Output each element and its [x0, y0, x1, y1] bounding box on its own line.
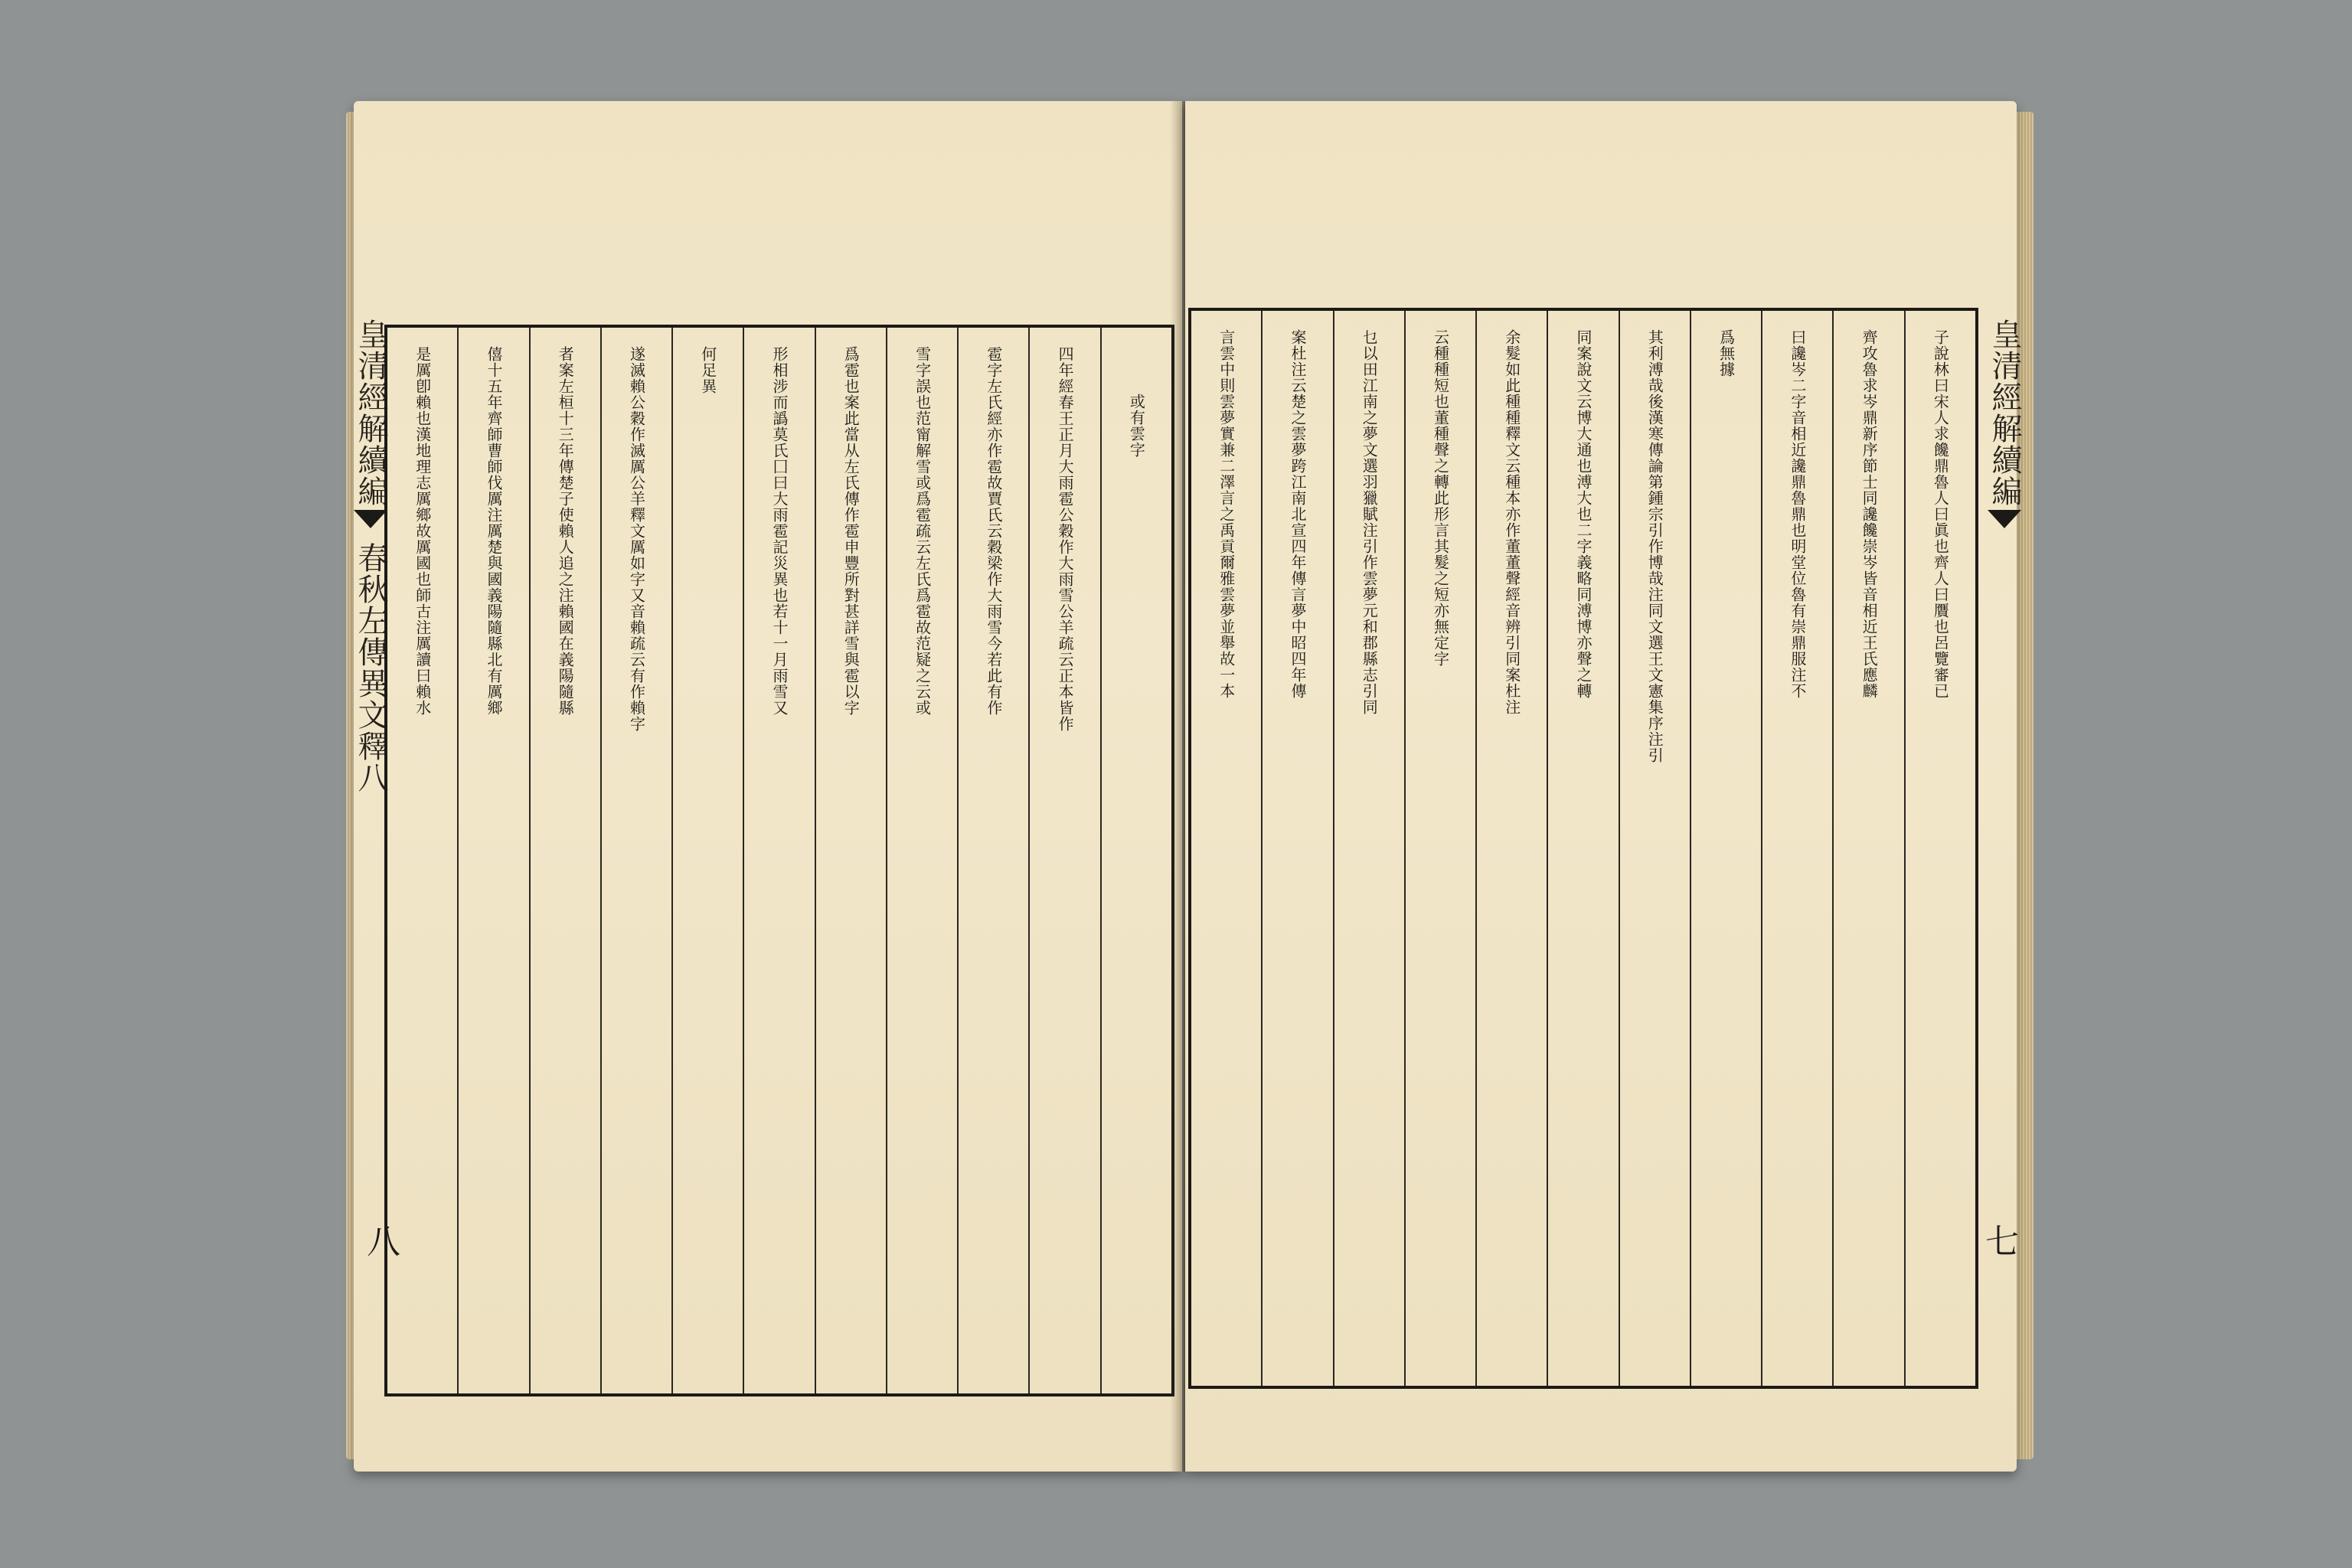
text-column: 形相涉而譌莫氏囗曰大雨雹記災異也若十一月雨雪又	[743, 328, 814, 1393]
open-book	[353, 101, 2022, 1485]
text-column: 雪字誤也范甯解雪或爲雹疏云左氏爲雹故范疑之云或	[886, 328, 957, 1393]
text-column: 遂滅賴公穀作滅厲公羊釋文厲如字又音賴疏云有作賴字	[600, 328, 671, 1393]
text-column: 雹字左氏經亦作雹故賈氏云穀梁作大雨雪今若此有作	[957, 328, 1028, 1393]
right-folio: 七	[1979, 1223, 2018, 1257]
right-page	[1185, 101, 2022, 1472]
left-folio: 八	[361, 1223, 400, 1257]
right-banxin-title: 皇清經解續編	[1987, 318, 2022, 507]
text-column: 云種種短也董種聲之轉此形言其髮之短亦無定字	[1404, 311, 1475, 1386]
fish-tail-mark	[1988, 510, 2021, 528]
text-column: 齊攻魯求岑鼎新序節士同讒饞崇岑皆音相近王氏應麟	[1832, 311, 1903, 1386]
left-banxin-section: 春秋左傳異文釋八	[353, 542, 388, 793]
text-column: 同案說文云博大通也溥大也二字義略同溥博亦聲之轉	[1547, 311, 1618, 1386]
text-column: 是厲卽賴也漢地理志厲鄉故厲國也師古注厲讀曰賴水	[413, 346, 432, 716]
text-column: 言雲中則雲夢實兼二澤言之禹貢爾雅雲夢並舉故一本	[1217, 329, 1236, 699]
left-page	[354, 101, 1182, 1472]
text-column: 爲無據	[1690, 311, 1761, 1386]
text-column: 余髮如此種種釋文云種本亦作董董聲經音辨引同案杜注	[1475, 311, 1547, 1386]
text-column: 案杜注云楚之雲夢跨江南北宣四年傳言夢中昭四年傳	[1261, 311, 1332, 1386]
text-column: 四年經春王正月大雨雹公穀作大雨雪公羊疏云正本皆作	[1028, 328, 1099, 1393]
text-column: 乜以田江南之夢文選羽獵賦注引作雲夢元和郡縣志引同	[1333, 311, 1404, 1386]
text-column: 爲雹也案此當从左氏傳作雹申豐所對甚詳雪與雹以字	[815, 328, 886, 1393]
text-column: 曰讒岑二字音相近讒鼎魯鼎也明堂位魯有崇鼎服注不	[1761, 311, 1832, 1386]
left-text-frame	[384, 325, 1174, 1396]
left-banxin-title: 皇清經解續編	[353, 318, 388, 507]
text-column: 其利溥哉後漢寒傳論第鍾宗引作博哉注同文選王文憲集序注引	[1619, 311, 1690, 1386]
text-column: 僖十五年齊師曹師伐厲注厲楚與國義陽隨縣北有厲鄉	[457, 328, 528, 1393]
text-column: 或有雲字	[1100, 328, 1171, 1393]
right-text-frame	[1188, 308, 1978, 1389]
fish-tail-mark	[354, 510, 387, 528]
text-column: 子說林曰宋人求饞鼎魯人曰眞也齊人曰贋也呂覽審已	[1904, 311, 1975, 1386]
text-column: 何足異	[671, 328, 743, 1393]
text-column: 者案左桓十三年傳楚子使賴人追之注賴國在義陽隨縣	[529, 328, 600, 1393]
